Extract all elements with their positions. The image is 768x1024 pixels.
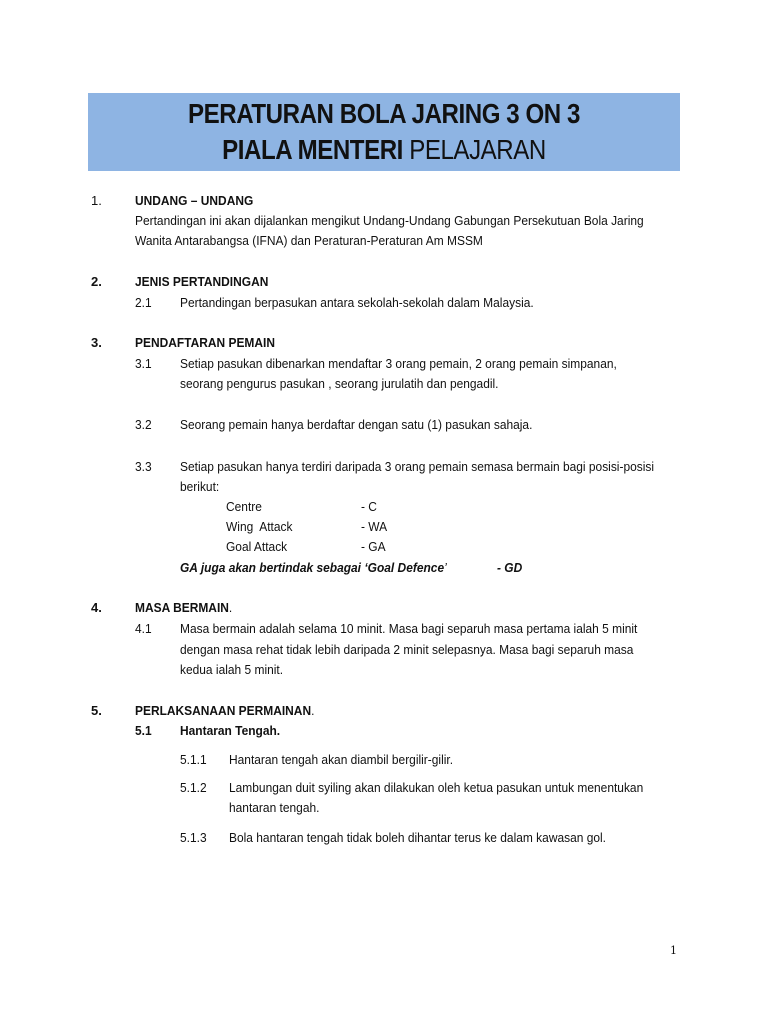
item-3-3-number: 3.3: [135, 459, 152, 474]
section-3-number: 3.: [91, 335, 102, 350]
item-2-1-text: Pertandingan berpasukan antara sekolah-sekolah dalam Malaysia.: [180, 295, 534, 310]
position-name: Centre: [226, 499, 262, 514]
section-5-heading-dot: .: [311, 703, 315, 718]
item-5-1-1-number: 5.1.1: [180, 752, 207, 767]
position-name: Goal Attack: [226, 539, 288, 554]
section-5-heading: PERLAKSANAAN PERMAINAN: [135, 703, 312, 718]
position-code: - GA: [361, 539, 386, 554]
position-code: - C: [361, 499, 377, 514]
section-1-body-line-1: Pertandingan ini akan dijalankan mengikut Undang-Undang Gabungan Persekutuan Bola Jaring: [135, 213, 644, 228]
section-2-number: 2.: [91, 274, 102, 289]
item-3-1-line-2: seorang pengurus pasukan , seorang jurulatih dan pengadil.: [180, 376, 499, 391]
section-1-heading: UNDANG – UNDANG: [135, 193, 254, 208]
section-5-number: 5.: [91, 703, 102, 718]
item-4-1-number: 4.1: [135, 621, 152, 636]
position-code: - WA: [361, 519, 388, 534]
subsection-5-1-number: 5.1: [135, 723, 152, 738]
position-name: Wing Attack: [226, 519, 293, 534]
section-1-body-line-2: Wanita Antarabangsa (IFNA) dan Peraturan-Peraturan Am MSSM: [135, 233, 483, 248]
title-line-2-light: PELAJARAN: [409, 134, 546, 165]
item-3-1-line-1: Setiap pasukan dibenarkan mendaftar 3 orang pemain, 2 orang pemain simpanan,: [180, 356, 617, 371]
section-5-heading-wrap: [135, 701, 314, 721]
section-4-number: 4.: [91, 600, 102, 615]
item-5-1-3-text: Bola hantaran tengah tidak boleh dihantar terus ke dalam kawasan gol.: [229, 830, 606, 845]
section-2-heading: JENIS PERTANDINGAN: [135, 274, 269, 289]
item-4-1-line-1: Masa bermain adalah selama 10 minit. Masa bagi separuh masa pertama ialah 5 minit: [180, 621, 638, 636]
item-5-1-2-line-2: hantaran tengah.: [229, 800, 320, 815]
item-5-1-3-number: 5.1.3: [180, 830, 207, 845]
item-5-1-2-number: 5.1.2: [180, 780, 207, 795]
subsection-5-1-heading: Hantaran Tengah.: [180, 723, 281, 738]
item-3-3-line-1: Setiap pasukan hanya terdiri daripada 3 orang pemain semasa bermain bagi posisi-posisi: [180, 459, 655, 474]
ga-defence-code: - GD: [497, 560, 523, 575]
section-1-number: 1.: [91, 193, 102, 208]
item-5-1-2-line-1: Lambungan duit syiling akan dilakukan oleh ketua pasukan untuk menentukan: [229, 780, 644, 795]
item-4-1-line-3: kedua ialah 5 minit.: [180, 662, 284, 677]
item-5-1-1-text: Hantaran tengah akan diambil bergilir-gilir.: [229, 752, 454, 767]
page-number: 1: [670, 944, 677, 957]
section-3-heading: PENDAFTARAN PEMAIN: [135, 335, 275, 350]
item-3-1-number: 3.1: [135, 356, 152, 371]
title-line-1: PERATURAN BOLA JARING 3 ON 3: [187, 98, 580, 129]
ga-defence-note-text: GA juga akan bertindak sebagai ‘Goal Defence: [180, 560, 445, 575]
item-3-2-text: Seorang pemain hanya berdaftar dengan satu (1) pasukan sahaja.: [180, 417, 533, 432]
ga-defence-note-quote: ’: [444, 560, 447, 575]
section-4-heading-wrap: [135, 598, 232, 618]
item-4-1-line-2: dengan masa rehat tidak lebih daripada 2 minit selepasnya. Masa bagi separuh masa: [180, 642, 634, 657]
ga-defence-note: [180, 558, 447, 578]
title-line-2-bold: PIALA MENTERI: [222, 134, 403, 165]
section-4-heading-dot: .: [228, 600, 233, 615]
item-2-1-number: 2.1: [135, 295, 152, 310]
section-4-heading: MASA BERMAIN: [135, 600, 229, 615]
item-3-3-line-2: berikut:: [180, 479, 220, 494]
item-3-2-number: 3.2: [135, 417, 152, 432]
